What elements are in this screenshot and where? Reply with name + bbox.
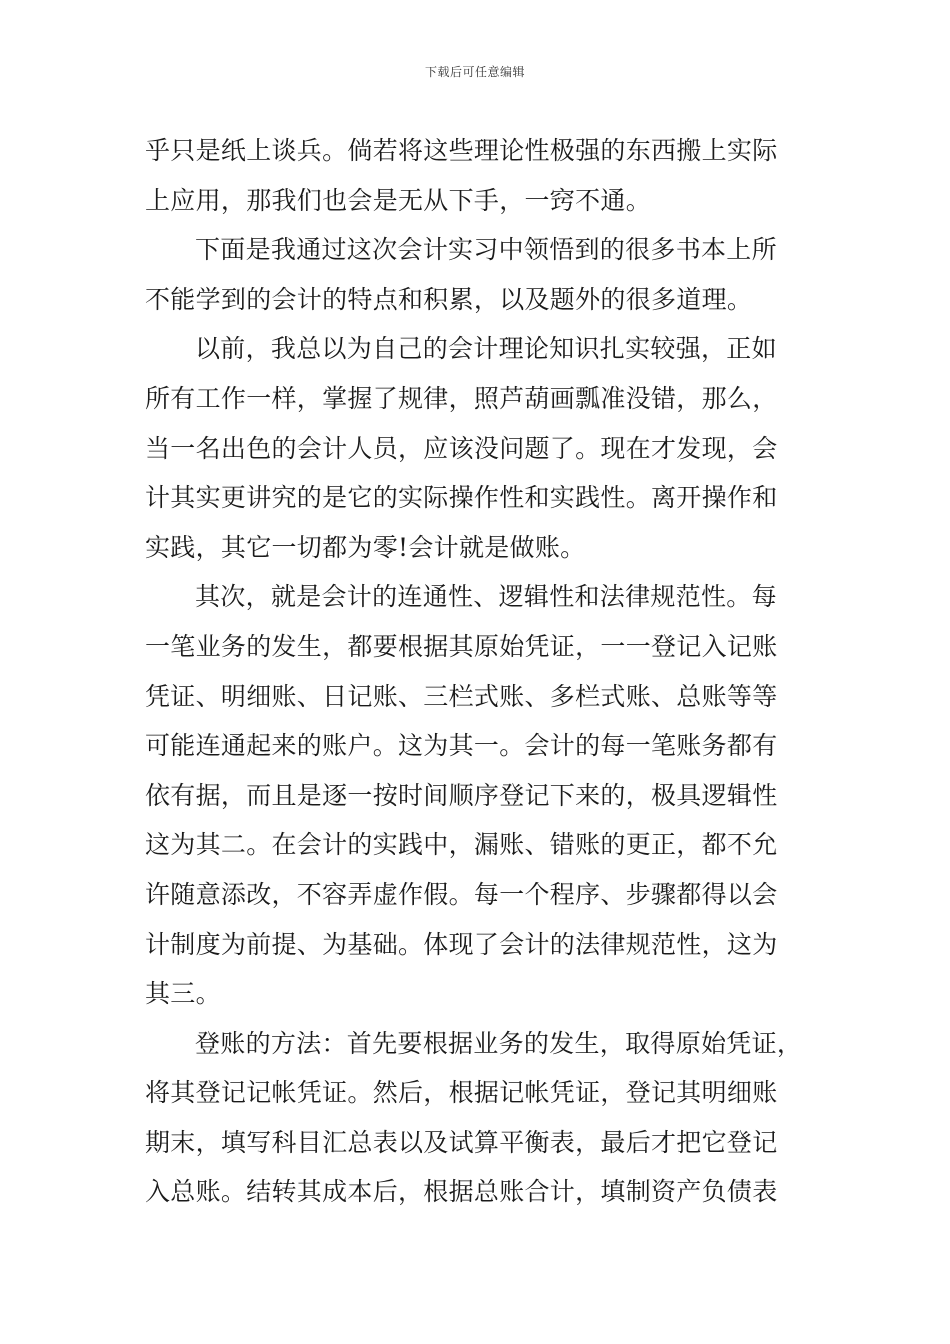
page-header: 下载后可任意编辑 (424, 65, 525, 79)
text-line: 当一名出色的会计人员，应该没问题了。现在才发现，会 (145, 433, 778, 463)
text-line: 计其实更讲究的是它的实际操作性和实践性。离开操作和 (145, 483, 778, 513)
text-line: 凭证、明细账、日记账、三栏式账、多栏式账、总账等等 (145, 681, 778, 711)
text-line: 乎只是纸上谈兵。倘若将这些理论性极强的东西搬上实际 (145, 136, 778, 165)
text-line: 其次，就是会计的连通性、逻辑性和法律规范性。每 (195, 582, 777, 612)
text-line: 可能连通起来的账户。这为其一。会计的每一笔账务都有 (145, 731, 778, 761)
text-line: 这为其二。在会计的实践中，漏账、错账的更正，都不允 (145, 830, 778, 860)
text-line: 登账的方法：首先要根据业务的发生，取得原始凭证， (195, 1028, 803, 1058)
document-body (145, 126, 810, 1217)
text-line: 下面是我通过这次会计实习中领悟到的很多书本上所 (195, 235, 777, 265)
text-line: 计制度为前提、为基础。体现了会计的法律规范性，这为 (145, 929, 778, 959)
text-line: 不能学到的会计的特点和积累，以及题外的很多道理。 (145, 284, 753, 314)
text-line: 上应用，那我们也会是无从下手，一窍不通。 (145, 185, 652, 215)
text-line: 所有工作一样，掌握了规律，照芦葫画瓢准没错，那么， (145, 383, 778, 413)
text-line: 实践，其它一切都为零!会计就是做账。 (145, 532, 586, 562)
text-line: 以前，我总以为自己的会计理论知识扎实较强，正如 (195, 334, 777, 364)
text-line: 一笔业务的发生，都要根据其原始凭证，一一登记入记账 (145, 631, 778, 661)
text-line: 期末，填写科目汇总表以及试算平衡表，最后才把它登记 (145, 1127, 778, 1157)
text-line: 依有据，而且是逐一按时间顺序登记下来的，极具逻辑性 (145, 780, 778, 810)
text-line: 其三。 (145, 979, 221, 1009)
text-line: 入总账。结转其成本后，根据总账合计，填制资产负债表 (145, 1177, 778, 1207)
text-line: 将其登记记帐凭证。然后，根据记帐凭证，登记其明细账 (145, 1078, 778, 1108)
text-line: 许随意添改，不容弄虚作假。每一个程序、步骤都得以会 (145, 879, 778, 909)
